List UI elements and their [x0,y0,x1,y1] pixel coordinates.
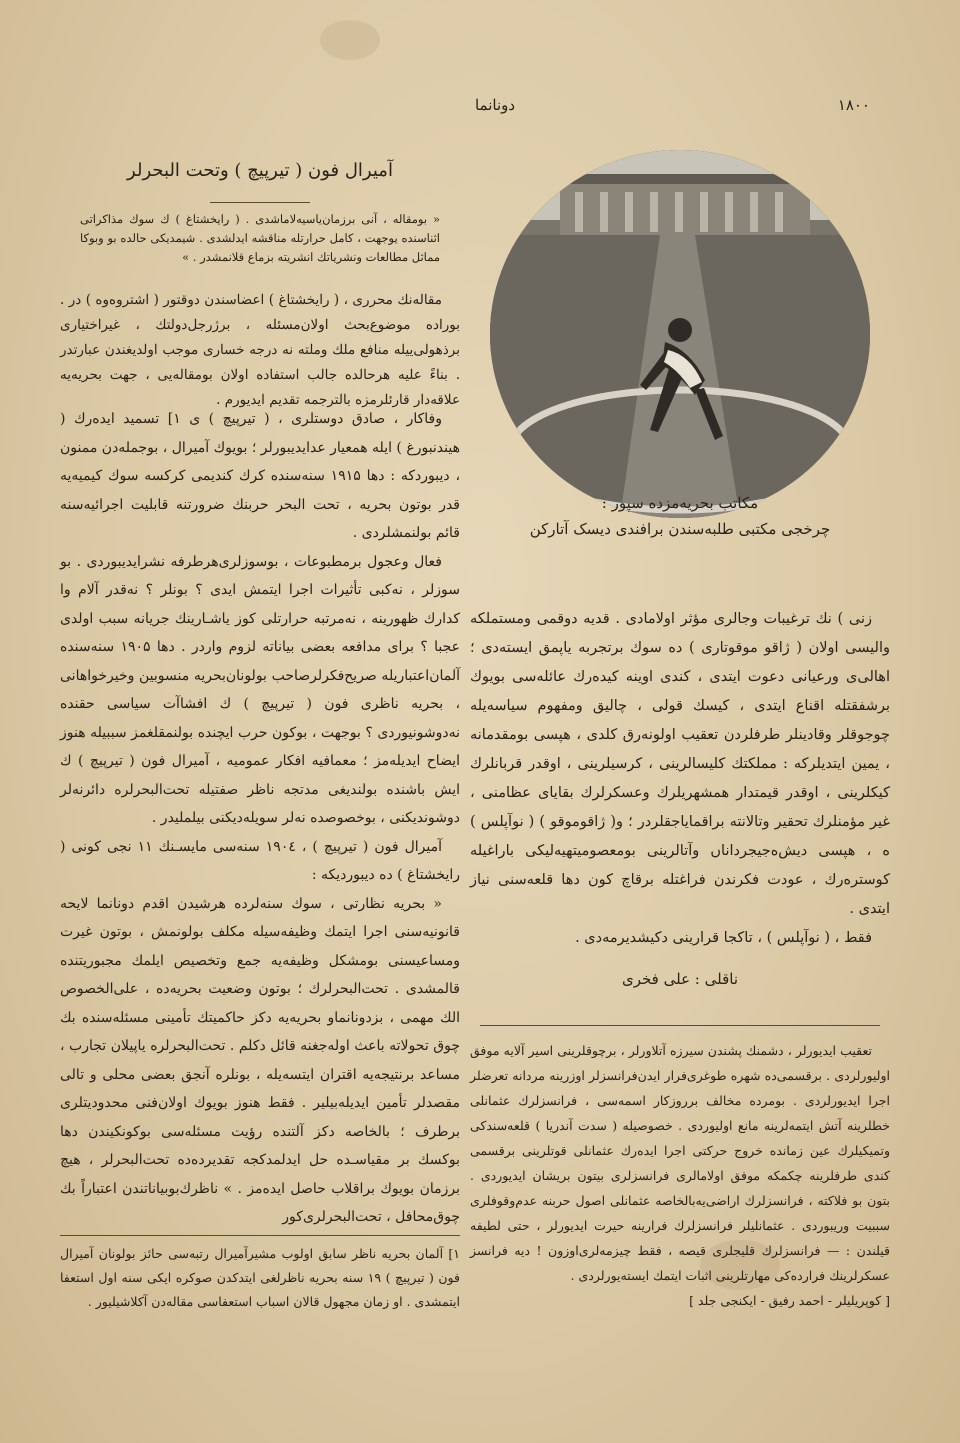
paper-stain [320,20,380,60]
right-body-text [470,605,890,953]
caption-line-2: چرخجی مکتبی طلبه‌سندن برافندی دیسک آتارکن [529,520,831,538]
footnote-source: [ کوپریلیلر - احمد رفیق - ایکنجی جلد ] [689,1293,890,1308]
photo-athlete-icon [490,150,870,518]
paragraph: آمیرال فون ( تیرپیچ ) ، ۱۹۰٤ سنه‌سی مایسـنك ۱۱ نجی کونی ( رایخشتاغ ) ده دیبوردیکه : [60,838,460,883]
article-title: آمیرال فون ( تیرپیچ ) وتحت البحرلر [127,160,393,181]
epigraph: « بومقاله ، آنی برزمان‌یاسیه‌لاماشدی . ( رایخشتاغ ) ك سوك مذاکراتی اثناسنده یوجهت ، کامل حرارتله مناقشه ایدلشدی . شیمدیکی حالده بو وبوکا مماثل مطالعات ونشریاتك انشریته بزماع قلانمشدر . » [80,212,440,264]
left-body-text [60,405,460,1232]
intro-text: مقاله‌نك محرری ، ( رایخشتاغ ) اعضاسندن دوقتور ( اشتروه‌وه ) در . بوراده موضوع‌بحث اولان‌مسئله ، برژرجل‌دولتك ، غیراختیاری برذهولی‌ییله منافع ملك وملته نه درجه خساری موجب اولدیغندن عبارتدر . بناءً علیه هرحالده جالب استفاده اولان بومقاله‌یی ، جهت بحریه‌یه علاقه‌دار قارئلرمزه بالترجمه تقدیم ایدیورم . [60,292,460,408]
right-footnote [470,1038,890,1313]
paragraph: وفاکار ، صادق دوستلری ، ( تیرپیچ ) ی ۱] تسمید ایده‌رك ( هیندنبورغ ) ایله همعیار عدایدیبورلر ؛ بویوك آمیرال ، بوجمله‌دن ممنون ، دیبوردکه : دها ۱۹۱۵ سنه‌سنده کرك کندیمی کرکسه سوك کیمیه‌یه قدر بوتون بحریه ، تحت البحر حربنك ضرورتنه قابلیت اجرائیه‌سنه قائم بولنمشلردی . [60,411,460,541]
page-number: ۱۸۰۰ [837,96,870,114]
athlete-photo [490,150,870,518]
caption-line-1: مکاتب بحریه‌مزده سپور : [601,494,759,512]
photo-caption [470,490,890,542]
paragraph: فعال وعجول برمطبوعات ، بوسوزلری‌هرطرفه نشرایدیبوردی . بو سوزلر ، نه‌کبی تأثیرات اجرا ایتمش ایدی ؟ بونلر ؟ نه‌قدر آلام وا کدارك ظهورینه ، نه‌مرتبه حرارتلی کوز یاشـارینك جریانه سبب اولدی عجبا ؟ برای مدافعه بعضی بیاناته لزوم واردر . دها ۱۹۰۵ سنه‌سنده آلمان‌اعتباریله صریح‌فکرلر‌صاحب بولونان‌بحریه منسوبین وخیرخواهانی ، بحریه ناظری فون ( تیرپیچ ) ك افشاآت سیاسی حقنده نه‌دوشونیوردی ؟ بوجهت ، بوکون حرب ایچنده بولنمقلغمز سببیله هنوز ایضاح ایدیله‌مز ؛ معمافیه افکار عمومیه ، آمیرال فون ( تیرپیچ ) ك ایش باشنده بولندیغی مدتجه ناظر صفتیله تحت‌البحرلره دائرنه‌لر دوشوندیکنی ، بوخصوصده نه‌لر سویله‌دیکنی بیلملیدر . [60,553,460,826]
left-footnote: ۱] آلمان بحریه ناظر سابق اولوب مشیرآمیرال رتبه‌سی حائز بولونان آمیرال فون ( تیرپیچ ) ۱۹ سنه بحریه ناظرلغی ایتدکدن صوکره ایکی سنه اول استعفا ایتمشدی . او زمان مجهول قالان اسباب استعفاسی مقاله‌دن آکلاشیلیور . [60,1246,460,1309]
left-column [60,150,460,1350]
paragraph: « بحریه نظارتی ، سوك سنه‌لرده هرشیدن اقدم دونانما لایحه قانونیه‌سنی اجرا ایتمك وظیفه‌سیله مکلف بولونمش ، بوتون غیرت ومساعیسنی بومشکل وظیفه‌یه جمع وتخصیص ایلمك مجبوریتنده قالمشدی . تحت‌البحرلرك ؛ بوتون وضعیت بحریه‌ده ، علی‌الخصوص الك مهمی ، بزدونانماو بحریه‌یه دکز حاکمیتك تأمینی مسئله‌سنده بك چوق تحولاته باعث اوله‌جغنه قائل دکلم . تحت‌البحرلره یاپیلان تجارب ، مساعد برنتیجه‌یه اقتران ایتسه‌یله ، بونلره آنجق بعضی محلی و تالی مقصدلر تأمین ایدیله‌بیلیر . فقط هنوز بویوك اولان‌فنی محدودیتلری برطرف ؛ بالخاصه دکز آلتنده رؤیت مسئله‌سی بوکونکیندن دها بوکسك بر مقیاسـده حل ایدلمدکجه تقدیرده‌ده تحت‌البحرلر ، هیچ برزمان بویوك براقلاب حاصل ایده‌مز . » ناظرك‌بوبیاناتندن اعتباراً بك چوق‌محافل ، تحت‌البحرلری‌کور [60,895,460,1225]
right-column [470,150,890,1350]
paragraph: فقط ، ( نوآپلس ) ، تاکجا قرارینی دکیشدیرمه‌دی . [575,930,872,946]
footnote-divider [60,1235,460,1236]
footnote-text: تعقیب ایدیورلر ، دشمنك پشندن سیرزه آتلاورلر ، برچوقلرینی اسیر آلایه موفق اولیورلردی . برقسمی‌ده شهره طوغری‌فرار ایدن‌فرانسزلر اوزرینه مردانه تعرضلر اجرا ایدیورلردی . بومرده مخالف برروزکار اسمه‌سی ، فرانسزلرك عثمانلی خطلرینه آتش ایتمه‌لرینه مانع اولیوردی . خصوصیله ( سدت آندریا ) قلعه‌سندکی وتمیکیلرك عین زمانده خروج حرکتی اجرا ایده‌رك عثمانلی قوتلرینی برقسمی کندی طرفلرینه چکمکه موفق اولامالری فرانسزلری بیتون بریشان ایدیوردی . بتون بو فلاکته ، فرانسزلرك اراضی‌یه‌بالخاصه عثمانلی اصول حربنه عدم‌وقوفلری سببیت وریبوردی . عثمانلیلر فرانسزلرك فرارینه حیرت ایدیورلر ، حتی لطیفه قیلندن : — فرانسزلرك قلیجلری قیصه ، فقط چیزمه‌لری‌اوزون ! دیه فرانسز عسکرلرینك فرارده‌کی مهارتلرینی اثبات ایتمك ایسته‌یورلردی . [470,1043,890,1283]
footnote-divider [480,1025,880,1026]
paragraph: زنی ) نك ترغیبات وجالری مؤثر اولامادی . قدیه دوقمی ومستملکه والیسی اولان ( ژاقو موقوتاری ) ده سوك برتجربه یاپمق ایسته‌دی ؛ اهالی‌ی ورعیانی دعوت ایتدی ، کندی اوینه کیده‌رك عائله‌سی بویوك برشفقتله اقناع ایتدی ، کیسك قولی ، چالیق ومفهوم سیاسه‌یله چوجوقلر وقادینلر طرفلردن تعقیب اولونه‌رق کلدی ، هپسی بومقدمانه ، یمین ایتدیلرکه : مملکتك کلیسالرینی ، کرسیلرینی ، اوقدر قربانلرك کیکلرینی ، اوقدر قیمتدار همشهریلرك وعسکرلرك بقایای عظامنی ، غیر مؤمنلرك تحقیر وتالانته براقمایاجقلردر ؛ و( ژاقوموقو ) ( نوآپلس ) ه ، هپسی دیش‌ه‌جیجرداناں وآتالرینی بومعصومیتهیه‌لیکی باراغیله کوستره‌رك ، عودت فکرندن فراغتله برقاچ کون دها قلعه‌سنی نیاز ایتدی . [470,611,890,917]
running-title: دونانما [474,96,516,114]
intro-paragraph [60,288,460,413]
author-signature: ناقلی : علی فخری [621,970,739,988]
page-header [60,96,900,126]
title-rule [210,202,310,203]
